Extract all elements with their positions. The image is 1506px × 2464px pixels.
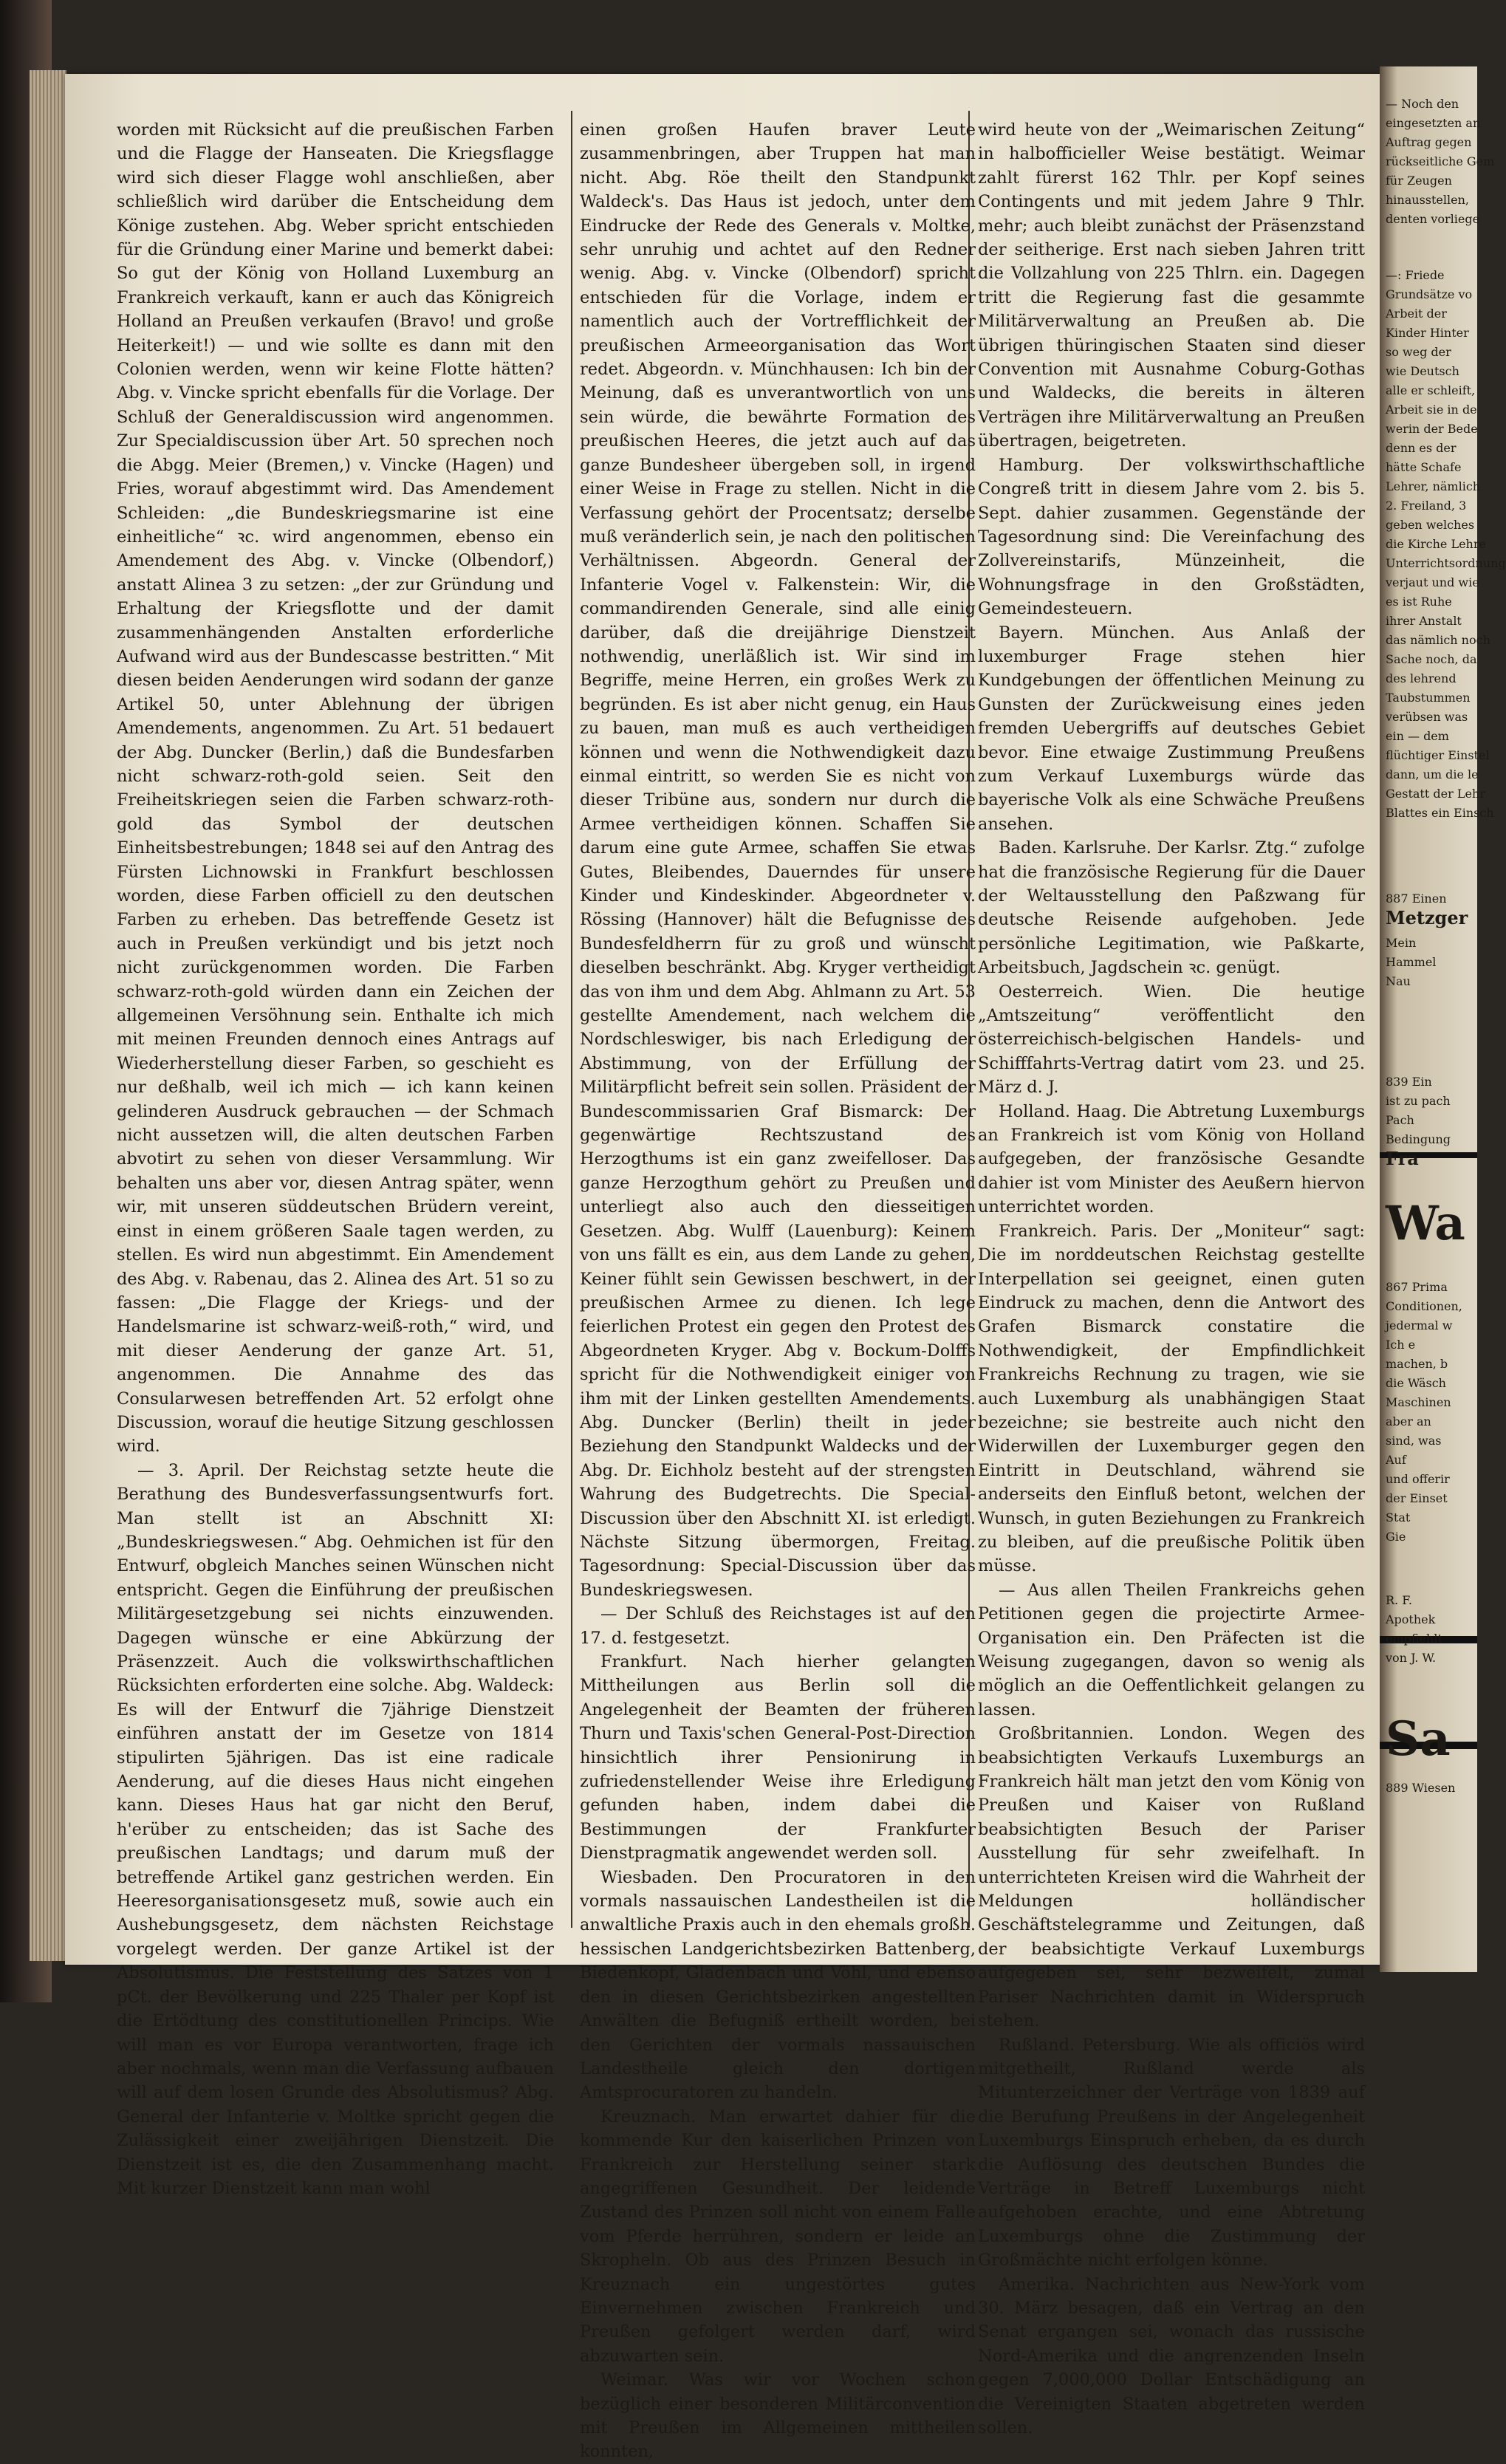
adjacent-page-fragment: Bedingung [1386, 1132, 1451, 1146]
adjacent-page-fragment: wie Deutsch [1386, 364, 1459, 378]
adjacent-page-fragment: des lehrend [1386, 671, 1457, 685]
adjacent-page-fragment: Arbeit der [1386, 307, 1447, 321]
text-column-3 [978, 118, 1365, 2437]
adjacent-page-fragment: Lehrer, nämlich [1386, 479, 1481, 493]
adjacent-page-fragment: die Wäsch [1386, 1376, 1446, 1390]
news-item-frankfurt: Frankfurt. Nach hierher gelangten Mittheilungen aus Berlin soll die Angelegenheit der Beamten der früheren Thurn und Taxis'schen General-Post-Direction hinsichtlich ihrer Pensionirung in zufriedenstellender Weise ihre Erledigung gefunden haben, indem dabei die Bestimmungen der Frankfurter Dienstpragmatik angewendet werden soll. [580, 1652, 976, 1864]
text-column-2 [580, 118, 976, 2462]
adjacent-page-fragment: Conditionen, [1386, 1299, 1462, 1313]
adjacent-page-fragment: ein — dem [1386, 729, 1449, 743]
adjacent-page-fragment: R. F. [1386, 1593, 1412, 1607]
adjacent-page-fragment: — Noch den [1386, 97, 1459, 111]
adjacent-page-fragment: Pach [1386, 1113, 1414, 1127]
adjacent-page-fragment: von J. W. [1386, 1651, 1437, 1665]
adjacent-page-fragment: verjaut und wie [1386, 575, 1479, 589]
adjacent-page-fragment: das nämlich noch [1386, 633, 1490, 647]
adjacent-page-fragment: alle er schleift, [1386, 383, 1476, 397]
news-item-bayern: Bayern. München. Aus Anlaß der luxemburger Frage stehen hier Kundgebungen der öffentlichen Meinung zu Gunsten der Zurückweisung eines jeden fremden Uebergriffs auf deutsches Gebiet bevor. Eine etwaige Zustimmung Preußens zum Verkauf Luxemburgs würde das bayerische Volk als eine Schwäche Preußens ansehen. [978, 623, 1365, 834]
adjacent-page-fragment: denten vorliege [1386, 212, 1480, 226]
adjacent-page-fragment: Blattes ein Einsch [1386, 806, 1494, 820]
news-item-baden: Baden. Karlsruhe. Der Karlsr. Ztg.“ zufolge hat die französische Regierung für die Dauer der Weltausstellung den Paßzwang für deutsche Reisende aufgehoben. Jede persönliche Legitimation, wie Paßkarte, Arbeitsbuch, Jagdschein ꝛc. genügt. [978, 838, 1365, 978]
news-item-frankreich: Frankreich. Paris. Der „Moniteur“ sagt: Die im norddeutschen Reichstag gestellte Interpellation sei geeignet, einen guten Eindruck zu machen, denn die Antwort des Grafen Bismarck constatire die Nothwendigkeit, der Empfindlichkeit Frankreichs Rechnung zu tragen, wie sie auch Luxemburg als unabhängigen Staat bezeichne; sie bestreite auch nicht den Widerwillen der Luxemburger gegen den Eintritt in Deutschland, während sie anderseits den Einfluß betont, welchen der Wunsch, in guten Beziehungen zu Frankreich zu bleiben, auf die preußische Politik üben müsse. [978, 1221, 1365, 1576]
paragraph: worden mit Rücksicht auf die preußischen Farben und die Flagge der Hanseaten. Die Kriegsflagge wird sich dieser Flagge wohl anschließen, aber schließlich wird darüber die Entscheidung dem Könige zustehen. Abg. Weber spricht entschieden für die Gründung einer Marine und bemerkt dabei: So gut der König von Holland Luxemburg an Frankreich verkauft, kann er auch das Königreich Holland an Preußen verkaufen (Bravo! und große Heiterkeit!) — und wie sollte es dann mit den Colonien werden, wenn wir keine Flotte hätten? Abg. v. Vincke spricht ebenfalls für die Vorlage. Der Schluß der Generaldiscussion wird angenommen. Zur Specialdiscussion über Art. 50 sprechen noch die Abgg. Meier (Bremen,) v. Vincke (Hagen) und Fries, worauf abgestimmt wird. Das Amendement Schleiden: „die Bundeskriegsmarine ist eine einheitliche“ ꝛc. wird angenommen, ebenso ein Amendement des Abg. v. Vincke (Olbendorf,) anstatt Alinea 3 zu setzen: „der zur Gründung und Erhaltung der Kriegsflotte und der damit zusammenhängenden Anstalten erforderliche Aufwand wird aus der Bundescasse bestritten.“ Mit diesen beiden Aenderungen wird sodann der ganze Artikel 50, unter Ablehnung der übrigen Amendements, angenommen. Zu Art. 51 bedauert der Abg. Duncker (Berlin,) daß die Bundesfarben nicht schwarz-roth-gold seien. Seit den Freiheitskriegen seien die Farben schwarz-roth-gold das Symbol der deutschen Einheitsbestrebungen; 1848 sei auf den Antrag des Fürsten Lichnowski in Frankfurt beschlossen worden, diese Farben officiell zu den deutschen Farben zu erheben. Das betreffende Gesetz ist auch in Preußen verkündigt und bis jetzt noch nicht zurückgenommen worden. Die Farben schwarz-roth-gold würden dann ein Zeichen der allgemeinen Versöhnung sein. Enthalte ich mich mit meinen Freunden dennoch eines Antrags auf Wiederherstellung dieser Farben, so geschieht es nur deßhalb, weil ich mich — ich kann keinen gelinderen Ausdruck gebrauchen — der Schmach nicht aussetzen will, die alten deutschen Farben abvotirt zu sehen von dieser Versammlung. Wir behalten uns aber vor, diesen Antrag später, wenn wir, mit unseren süddeutschen Brüdern vereint, einst in einem größeren Saale tagen werden, zu stellen. Es wird nun abgestimmt. Ein Amendement des Abg. v. Rabenau, das 2. Alinea des Art. 51 so zu fassen: „Die Flagge der Kriegs- und der Handelsmarine ist schwarz-weiß-roth,“ wird, und mit dieser Aenderung der ganze Art. 51, angenommen. Die Annahme des das Consularwesen betreffenden Art. 52 erfolgt ohne Discussion, worauf die heutige Sitzung geschlossen wird. [117, 120, 554, 1457]
adjacent-page-fragment: sind, was [1386, 1434, 1442, 1448]
adjacent-page-fragment: empfiehlt [1386, 1632, 1442, 1646]
adjacent-page-fragment: 887 Einen [1386, 892, 1447, 906]
adjacent-page-fragment: für Zeugen [1386, 174, 1452, 188]
adjacent-page-fragment: Auftrag gegen [1386, 135, 1472, 149]
adjacent-page-fragment: eingesetzten an [1386, 116, 1481, 130]
adjacent-page-fragment: Unterrichtsordnung [1386, 556, 1506, 570]
adjacent-page-fragment: ihrer Anstalt [1386, 614, 1462, 628]
adjacent-page-fragment: flüchtiger Einstel [1386, 748, 1490, 762]
adjacent-page-fragment: hinausstellen, [1386, 193, 1469, 207]
text-column-1 [117, 118, 554, 2198]
adjacent-page-fragment: Wa [1386, 1196, 1465, 1251]
adjacent-page-fragment: dann, um die le [1386, 767, 1479, 781]
news-item-amerika: Amerika. Nachrichten aus New-York vom 30. März besagen, daß ein Vertrag an den Senat ergangen sei, wonach das russische Nord-Amerika und die angrenzenden Inseln gegen 7,000,000 Dollar Entschädigung an die Vereinigten Staaten abgetreten werden sollen. [978, 2274, 1365, 2437]
adjacent-page-fragment: es ist Ruhe [1386, 595, 1452, 609]
news-item-weimar: Weimar. Was wir vor Wochen schon bezüglich einer besonderen Militärconvention mit Preußen im Allgemeinen mittheilen konnten, [580, 2370, 976, 2462]
newspaper-page [65, 74, 1380, 2462]
news-item-wiesbaden: Wiesbaden. Den Procuratoren in den vormals nassauischen Landestheilen ist die anwaltliche Praxis auch in den ehemals großh. hessischen Landgerichtsbezirken Battenberg, Biedenkopf, Gladenbach und Vöhl, und ebenso den in diesen Gerichtsbezirken angestellten Anwälten die Befugniß ertheilt worden, bei den Gerichten der vormals nassauischen Landestheile gleich den dortigen Amtsprocuratoren zu handeln. [580, 1867, 976, 2103]
adjacent-page-fragment: Metzger [1386, 907, 1468, 928]
adjacent-page-fragment: jedermal w [1386, 1318, 1453, 1332]
adjacent-page-fragment: 2. Freiland, 3 [1386, 499, 1467, 513]
paragraph: — Aus allen Theilen Frankreichs gehen Petitionen gegen die projectirte Armee-Organisation ein. Den Präfecten ist die Weisung zugegangen, davon so wenig als möglich an die Oeffentlichkeit gelangen zu lassen. [978, 1580, 1365, 1719]
adjacent-page-fragment: verübsen was [1386, 710, 1468, 724]
adjacent-page-fragment: Gestatt der Lehr [1386, 787, 1485, 801]
adjacent-page-fragment: Gie [1386, 1530, 1406, 1544]
adjacent-page-fragment: 889 Wiesen [1386, 1781, 1456, 1795]
adjacent-page-fragment: Nau [1386, 974, 1411, 988]
adjacent-page-fragment: Fra [1386, 1148, 1419, 1169]
news-item-oesterreich: Oesterreich. Wien. Die heutige „Amtszeitung“ veröffentlicht den österreichisch-belgischen Handels- und Schifffahrts-Vertrag datirt vom 23. und 25. März d. J. [978, 982, 1365, 1098]
paragraph: — 3. April. Der Reichstag setzte heute die Berathung des Bundesverfassungsentwurfs fort. Man stellt ist an Abschnitt XI: „Bundeskriegswesen.“ Abg. Oehmichen ist für den Entwurf, obgleich Manches seinen Wünschen nicht entspricht. Gegen die Einführung der preußischen Militärgesetzgebung sei nichts einzuwenden. Dagegen wünsche er eine Abkürzung der Präsenzzeit. Auch die volkswirthschaftlichen Rücksichten erforderten eine solche. Abg. Waldeck: Es will der Entwurf die 7jährige Dienstzeit einführen anstatt der im Gesetze von 1814 stipulirten 5jährigen. Das ist eine radicale Aenderung, auf die dieses Haus nicht eingehen kann. Dieses Haus hat gar nicht den Beruf, h'erüber zu entscheiden; das ist Sache des preußischen Landtags; und darum muß der betreffende Artikel ganz gestrichen werden. Ein Heeresorganisationsgesetz muß, sowie auch ein Aushebungsgesetz, dem nächsten Reichstage vorgelegt werden. Der ganze Artikel ist der Absolutismus. Die Feststellung des Satzes von 1 pCt. der Bevölkerung und 225 Thaler per Kopf ist die Ertödtung des constitutionellen Princips. Wie will man es vor Europa verantworten, frage ich aber nochmals, wenn man die Verfassung aufbauen will auf dem losen Grunde des Absolutismus? Abg. General der Infanterie v. Moltke spricht gegen die Zulässigkeit einer zweijährigen Dienstzeit. Die Dienstzeit ist es, die den Zusammenhang macht. Mit kurzer Dienstzeit kann man wohl [117, 1460, 554, 2198]
adjacent-page-fragment: und offerir [1386, 1472, 1450, 1486]
news-item-kreuznach: Kreuznach. Man erwartet dahier für die kommende Kur den kaiserlichen Prinzen von Frankreich zur Herstellung seiner stark angegriffenen Gesundheit. Der leidende Zustand des Prinzen soll nicht von einem Falle vom Pferde herrühren, sondern er leide an Skropheln. Ob aus des Prinzen Besuch in Kreuznach ein ungestörtes gutes Einvernehmen zwischen Frankreich und Preußen gefolgert werden darf, wird abzuwarten sein. [580, 2107, 976, 2366]
adjacent-page-fragment: Maschinen [1386, 1395, 1451, 1409]
news-item-russland: Rußland. Petersburg. Wie als officiös wird mitgetheilt, Rußland werde als Mitunterzeichner der Verträge von 1839 auf die Berufung Preußens in der Angelegenheit Luxemburgs Einspruch erheben, da es durch die Auflösung des deutschen Bundes die Verträge in Betreff Luxemburgs nicht aufgehoben erachte, und eine Abtretung Luxemburgs ohne die Zustimmung der Großmächte nicht erfolgen könne. [978, 2035, 1365, 2270]
adjacent-page-fragment: 839 Ein [1386, 1075, 1432, 1089]
adjacent-page-fragment: machen, b [1386, 1357, 1448, 1371]
adjacent-page-fragment: hätte Schafe [1386, 460, 1462, 474]
adjacent-page-fragment: Auf [1386, 1453, 1406, 1467]
adjacent-page-fragment: Grundsätze vo [1386, 287, 1473, 301]
adjacent-page-fragment: Kinder Hinter [1386, 326, 1469, 340]
adjacent-page-fragment: geben welches [1386, 518, 1475, 532]
adjacent-page-fragment: Taubstummen [1386, 691, 1471, 705]
adjacent-page-fragment: Mein [1386, 936, 1417, 950]
adjacent-page-fragment: Ich e [1386, 1338, 1416, 1352]
adjacent-page-fragment: 867 Prima [1386, 1280, 1448, 1294]
adjacent-page-fragment: rückseitliche Gem [1386, 154, 1495, 168]
adjacent-page-fragment: aber an [1386, 1414, 1431, 1428]
adjacent-page-fragment: Sa [1386, 1711, 1451, 1767]
paragraph: einen großen Haufen braver Leute zusammenbringen, aber Truppen hat man nicht. Abg. Röe theilt den Standpunkt Waldeck's. Das Haus ist jedoch, unter dem Eindrucke der Rede des Generals v. Moltke, sehr unruhig und achtet auf den Redner wenig. Abg. v. Vincke (Olbendorf) spricht entschieden für die Vorlage, indem er namentlich auch der Vortrefflichkeit der preußischen Armeeorganisation das Wort redet. Abgeordn. v. Münchhausen: Ich bin der Meinung, daß es unverantwortlich von uns sein würde, die bewährte Formation des preußischen Heeres, die jetzt auch auf das ganze Bundesheer übergeben soll, in irgend einer Weise in Frage zu stellen. Nicht in die Verfassung gehört der Procentsatz; derselbe muß veränderlich sein, je nach den politischen Verhältnissen. Abgeordn. General der Infanterie Vogel v. Falkenstein: Wir, die commandirenden Generale, sind alle einig darüber, daß die dreijährige Dienstzeit nothwendig, unerläßlich ist. Wir sind im Begriffe, meine Herren, ein großes Werk zu begründen. Es ist aber nicht genug, ein Haus zu bauen, man muß es auch vertheidigen können und wenn die Nothwendigkeit dazu einmal eintritt, so werden Sie es nicht von dieser Tribüne aus, sondern nur durch die Armee vertheidigen können. Schaffen Sie darum eine gute Armee, schaffen Sie etwas Gutes, Bleibendes, Dauerndes für unsere Kinder und Kindeskinder. Abgeordneter v. Rössing (Hannover) hält die Befugnisse des Bundesfeldherrn für zu groß und wünscht dieselben beschränkt. Abg. Kryger vertheidigt das von ihm und dem Abg. Ahlmann zu Art. 53 gestellte Amendement, nach welchem die Nordschleswiger, bis nach Erledigung der Abstimmung, von der Erfüllung der Militärpflicht befreit sein sollen. Präsident der Bundescommissarien Graf Bismarck: Der gegenwärtige Rechtszustand des Herzogthums ist ein ganz zweifelloser. Das ganze Herzogthum gehört zu Preußen und unterliegt also auch den diesseitigen Gesetzen. Abg. Wulff (Lauenburg): Keinem von uns fällt es ein, aus dem Lande zu gehen, Keiner fühlt sein Gewissen beschwert, in der preußischen Armee zu dienen. Ich lege feierlichen Protest ein gegen den Protest des Abgeordneten Kryger. Abg v. Bockum-Dolffs spricht für die Nothwendigkeit einiger von ihm mit der Linken gestellten Amendements. Abg. Duncker (Berlin) theilt in jeder Beziehung den Standpunkt Waldecks und der Abg. Dr. Eichholz besteht auf der strengsten Wahrung des Budgetrechts. Die Special-Discussion über den Abschnitt XI. ist erledigt. Nächste Sitzung übermorgen, Freitag. Tagesordnung: Special-Discussion über das Bundeskriegswesen. [580, 120, 976, 1600]
paragraph: wird heute von der „Weimarischen Zeitung“ in halbofficieller Weise bestätigt. Weimar zahlt fürerst 162 Thlr. per Kopf seines Contingents und mit jedem Jahre 9 Thlr. mehr; auch bleibt zunächst der Präsenzstand der seitherige. Erst nach sieben Jahren tritt die Vollzahlung von 225 Thlrn. ein. Dagegen tritt die Regierung fast die gesammte Militärverwaltung an Preußen ab. Die übrigen thüringischen Staaten sind dieser Convention mit Ausnahme Coburg-Gothas und Waldecks, die bereits in älteren Verträgen ihre Militärverwaltung an Preußen übertragen, beigetreten. [978, 120, 1365, 451]
page-edges [30, 70, 66, 1961]
news-item-grossbritannien: Großbritannien. London. Wegen des beabsichtigten Verkaufs Luxemburgs an Frankreich hält man jetzt den vom König von Preußen und Kaiser von Rußland beabsichtigten Besuch der Pariser Ausstellung für sehr zweifelhaft. In unterrichteten Kreisen wird die Wahrheit der Meldungen holländischer Geschäftstelegramme und Zeitungen, daß der beabsichtigte Verkauf Luxemburgs aufgegeben sei, sehr bezweifelt, zumal Pariser Nachrichten damit in Widerspruch stehen. [978, 1724, 1365, 2031]
adjacent-page-fragment: —: Friede [1386, 268, 1445, 282]
adjacent-page-fragment: Stat [1386, 1510, 1411, 1524]
paragraph: — Der Schluß des Reichstages ist auf den 17. d. festgesetzt. [580, 1604, 976, 1648]
adjacent-page-fragment: Hammel [1386, 955, 1437, 969]
adjacent-page-fragment: Apothek [1386, 1612, 1436, 1626]
adjacent-page-edge [1380, 66, 1506, 1972]
adjacent-page-fragment: Sache noch, da [1386, 652, 1477, 666]
adjacent-page-fragment: so weg der [1386, 345, 1451, 359]
adjacent-page-fragment: ist zu pach [1386, 1094, 1451, 1108]
column-rule [571, 111, 572, 1928]
adjacent-page-fragment: der Einset [1386, 1491, 1448, 1505]
adjacent-page-fragment: denn es der [1386, 441, 1457, 455]
adjacent-page-fragment: werin der Bede [1386, 422, 1478, 436]
news-item-hamburg: Hamburg. Der volkswirthschaftliche Congreß tritt in diesem Jahre vom 2. bis 5. Sept. dahier zusammen. Gegenstände der Tagesordnung sind: Die Vereinfachung des Zollvereinstarifs, Münzeinheit, die Wohnungsfrage in den Großstädten, Gemeindesteuern. [978, 455, 1365, 619]
news-item-holland: Holland. Haag. Die Abtretung Luxemburgs an Frankreich ist vom König von Holland aufgegeben, der französische Gesandte dahier ist vom Minister des Aeußern hiervon unterrichtet worden. [978, 1101, 1365, 1217]
adjacent-page-fragment: Arbeit sie in de [1386, 403, 1477, 417]
adjacent-page-fragment: die Kirche Lehre [1386, 537, 1486, 551]
